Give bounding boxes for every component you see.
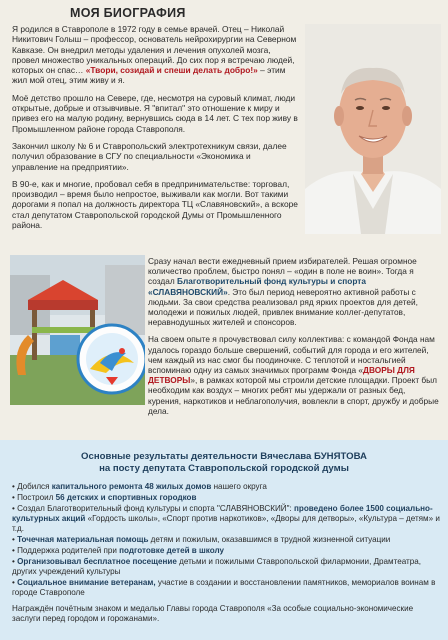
item-text: Создал Благотворительный фонд культуры и спорта "СЛАВЯНОВСКИЙ": (17, 504, 294, 513)
item-highlight: Социальное внимание ветеранам, (17, 578, 156, 587)
portrait-illustration (305, 24, 441, 234)
item-highlight: подготовке детей в школу (119, 546, 225, 555)
item-text: «Гордость школы», «Спорт против наркотиков», «Дворы для детворы», «Культура – детям» и т.д. (12, 514, 440, 533)
item-text: нашего округа (211, 482, 267, 491)
foundation-text-part: На своем опыте я прочувствовал силу коллектива: с командой Фонда нам удалось гораздо больше свершений, событий для города и его жителей, чем каждый из нас смог бы поодиночке. С теплотой и ностальгией вспоминаю одну из самых значимых программ Фонда « (148, 334, 435, 376)
item-text: Поддержка родителей при (17, 546, 120, 555)
item-text: Построил (17, 493, 56, 502)
results-item (12, 557, 440, 577)
father-quote: «Твори, созидай и спеши делать добро!» (85, 65, 258, 76)
award-note: Награждён почётным знаком и медалью Главы города Ставрополя «За особые социально-экономические заслуги перед городом и горожанами». (12, 604, 414, 623)
results-title (0, 451, 448, 475)
item-text: участие в создании и восстановлении памятников, мемориалов воинам в городе Ставрополе (12, 578, 436, 597)
biography-text (12, 24, 298, 237)
bio-paragraph: В 90-е, как и многие, пробовал себя в предпринимательстве: торговал, производил – время было непростое, выживали как могли. Вот такими дорогами я попал на должность директора ТЦ «Славяновский», а вскоре стал депутатом Ставропольской городской Думы от Промышленного района. (12, 178, 298, 231)
item-highlight: Точечная материальная помощь (17, 535, 149, 544)
bio-text: – этим жил мой отец, этим живу и я. (12, 65, 286, 86)
foundation-text (148, 256, 440, 423)
results-item (12, 493, 440, 503)
foundation-paragraph (148, 256, 440, 327)
results-item (12, 535, 440, 545)
bio-text: Я родился в Ставрополе в 1972 году в семье врачей. Отец – Николай Никитович Голыш – профессор, основатель нейрохирургии на Северном Кавказе. Он внедрил методы удаления и лечения опухолей мозга, провел множество уникальных операций. До сих пор я встречаю людей, которых он спас… (12, 24, 297, 76)
foundation-text-part: », в рамках которой мы строили детские площадки. Проект был необходим как воздух – многих ребят мы удержали от разных бед, курения, наркотиков и неблагополучия, вовлекли в спорт, дружбу и добрые дела. (148, 375, 439, 416)
playground-photo (10, 255, 145, 405)
results-title-line: Основные результаты деятельности Вячеслава БУНЯТОВА (81, 451, 367, 462)
foundation-logo (76, 323, 145, 395)
foundation-name: Благотворительный фонд культуры и спорта «СЛАВЯНОВСКИЙ» (148, 276, 366, 297)
results-item (12, 546, 440, 556)
foundation-paragraph (148, 334, 440, 416)
page-title: МОЯ БИОГРАФИЯ (70, 6, 186, 20)
results-list (12, 482, 440, 599)
program-name: ДВОРЫ ДЛЯ ДЕТВОРЫ (148, 365, 415, 386)
item-text: Добился (17, 482, 52, 491)
bio-paragraph: Закончил школу № 6 и Ставропольский электротехникум связи, далее получил образование в СГУ по специальности «Экономика и управление на предприятии». (12, 140, 287, 172)
results-item (12, 504, 440, 534)
bio-paragraph (12, 24, 298, 86)
foundation-text-part: Сразу начал вести ежедневный прием избирателей. Решая огромное количество проблем, быстро понял – «один в поле не воин». Тогда я создал (148, 256, 417, 287)
foundation-text-part: . Это был период невероятно активной работы с людьми. За свои средства реализовал ряд ярких проектов для детей, молодежи и пожилых людей, привлек внимание коллег-депутатов, неравнодушных жителей и спонсоров. (148, 286, 418, 328)
item-text: детям и пожилым, оказавшимся в трудной жизненной ситуации (148, 535, 391, 544)
portrait-photo (305, 24, 441, 234)
bio-paragraph: Моё детство прошло на Севере, где, несмотря на суровый климат, люди открытые, добрые и отзывчивые. Я "впитал" это отношение к миру и привез его на малую родину, вернувшись сюда в 14 лет. С тех пор живу в Промышленном районе города Ставрополя. (12, 92, 298, 134)
item-highlight: капитального ремонта 48 жилых домов (51, 482, 212, 491)
results-item (12, 482, 440, 492)
results-title-line: на посту депутата Ставропольской городской думы (99, 463, 349, 474)
item-text: детьми и пожилыми Ставропольской филармонии, Драмтеатра, других учреждений культуры (12, 557, 422, 576)
item-highlight: проведено более 1500 социально-культурных акций (12, 504, 433, 523)
item-highlight: 56 детских и спортивных городков (55, 493, 197, 502)
item-highlight: Организовывал бесплатное посещение (17, 557, 177, 566)
results-item (12, 578, 440, 598)
